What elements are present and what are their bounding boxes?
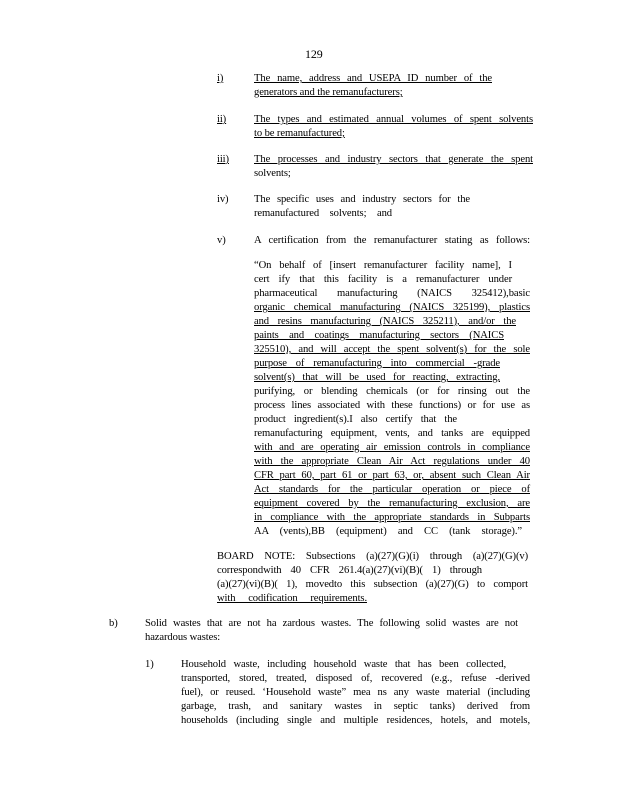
subsection-1-text-line: garbage, trash, and sanitary wastes in septic tanks) derived from — [181, 701, 530, 712]
item-iii-text-line: solvents; — [254, 168, 291, 179]
certification-line: with and are operating air emission controls in compliance — [254, 442, 530, 453]
item-ii-label: ii) — [217, 114, 227, 125]
certification-line: solvent(s) that will be used for reacting, extracting, — [254, 372, 500, 383]
item-v-label: v) — [217, 235, 226, 246]
item-iv-label: iv) — [217, 194, 229, 205]
certification-line: “On behalf of [insert remanufacturer facility name], I — [254, 260, 512, 271]
subsection-1-text-line: Household waste, including household waste that has been collected, — [181, 659, 506, 670]
certification-line: equipment covered by the remanufacturing exclusion, are — [254, 498, 530, 509]
certification-line: purifying, or blending chemicals (or for rinsing out the — [254, 386, 530, 397]
certification-line: cert ify that this facility is a remanufacturer under — [254, 274, 512, 285]
page-number: 129 — [305, 47, 323, 61]
item-iii-text-line: The processes and industry sectors that generate the spent — [254, 154, 533, 165]
certification-line: 325510), and will accept the spent solvent(s) for the sole — [254, 344, 530, 355]
certification-line: with the appropriate Clean Air Act regulations under 40 — [254, 456, 530, 467]
item-ii-text-line: The types and estimated annual volumes of spent solvents — [254, 114, 533, 125]
subsection-b-text-line: Solid wastes that are not ha zardous wastes. The following solid wastes are not — [145, 618, 518, 629]
item-i-text-line: The name, address and USEPA ID number of the — [254, 73, 492, 84]
subsection-1-text-line: fuel), or reused. ‘Household waste” mea ns any waste material (including — [181, 687, 530, 698]
certification-line: product ingredient(s).I also certify that the — [254, 414, 457, 425]
subsection-1-label: 1) — [145, 659, 154, 670]
item-iii-label: iii) — [217, 154, 229, 165]
subsection-b-text-line: hazardous wastes: — [145, 632, 221, 643]
certification-line: paints and coatings manufacturing sectors (NAICS — [254, 330, 504, 341]
item-i-label: i) — [217, 73, 224, 84]
certification-line: in compliance with the appropriate standards in Subparts — [254, 512, 530, 523]
certification-line: purpose of remanufacturing into commercial -grade — [254, 358, 500, 369]
certification-line: pharmaceutical manufacturing (NAICS 325412),basic — [254, 288, 530, 299]
certification-line: Act standards for the particular operation or piece of — [254, 484, 530, 495]
board-note-line: correspondwith 40 CFR 261.4(a)(27)(vi)(B)( 1) through — [217, 565, 482, 576]
item-v-text-line: A certification from the remanufacturer stating as follows: — [254, 235, 530, 246]
item-iv-text-line: The specific uses and industry sectors for the — [254, 194, 470, 205]
item-i-text-line: generators and the remanufacturers; — [254, 87, 403, 98]
certification-line: organic chemical manufacturing (NAICS 325199), plastics — [254, 302, 530, 313]
certification-line: CFR part 60, part 61 or part 63, or, absent such Clean Air — [254, 470, 530, 481]
certification-line: remanufacturing equipment, vents, and tanks are equipped — [254, 428, 530, 439]
item-iv-text-line: remanufactured solvents; and — [254, 208, 392, 219]
subsection-b-label: b) — [109, 618, 118, 629]
subsection-1-text-line: households (including single and multiple residences, hotels, and motels, — [181, 715, 530, 726]
board-note-line: BOARD NOTE: Subsections (a)(27)(G)(i) through (a)(27)(G)(v) — [217, 551, 528, 562]
board-note-line: with codification requirements. — [217, 593, 367, 604]
board-note-line: (a)(27)(vi)(B)( 1), movedto this subsection (a)(27)(G) to comport — [217, 579, 528, 590]
subsection-1-text-line: transported, stored, treated, disposed of, recovered (e.g., refuse -derived — [181, 673, 530, 684]
item-ii-text-line: to be remanufactured; — [254, 128, 345, 139]
certification-line: process lines associated with these functions) or for use as — [254, 400, 530, 411]
certification-line: AA (vents),BB (equipment) and CC (tank storage).” — [254, 526, 522, 537]
certification-line: and resins manufacturing (NAICS 325211), and/or the — [254, 316, 516, 327]
